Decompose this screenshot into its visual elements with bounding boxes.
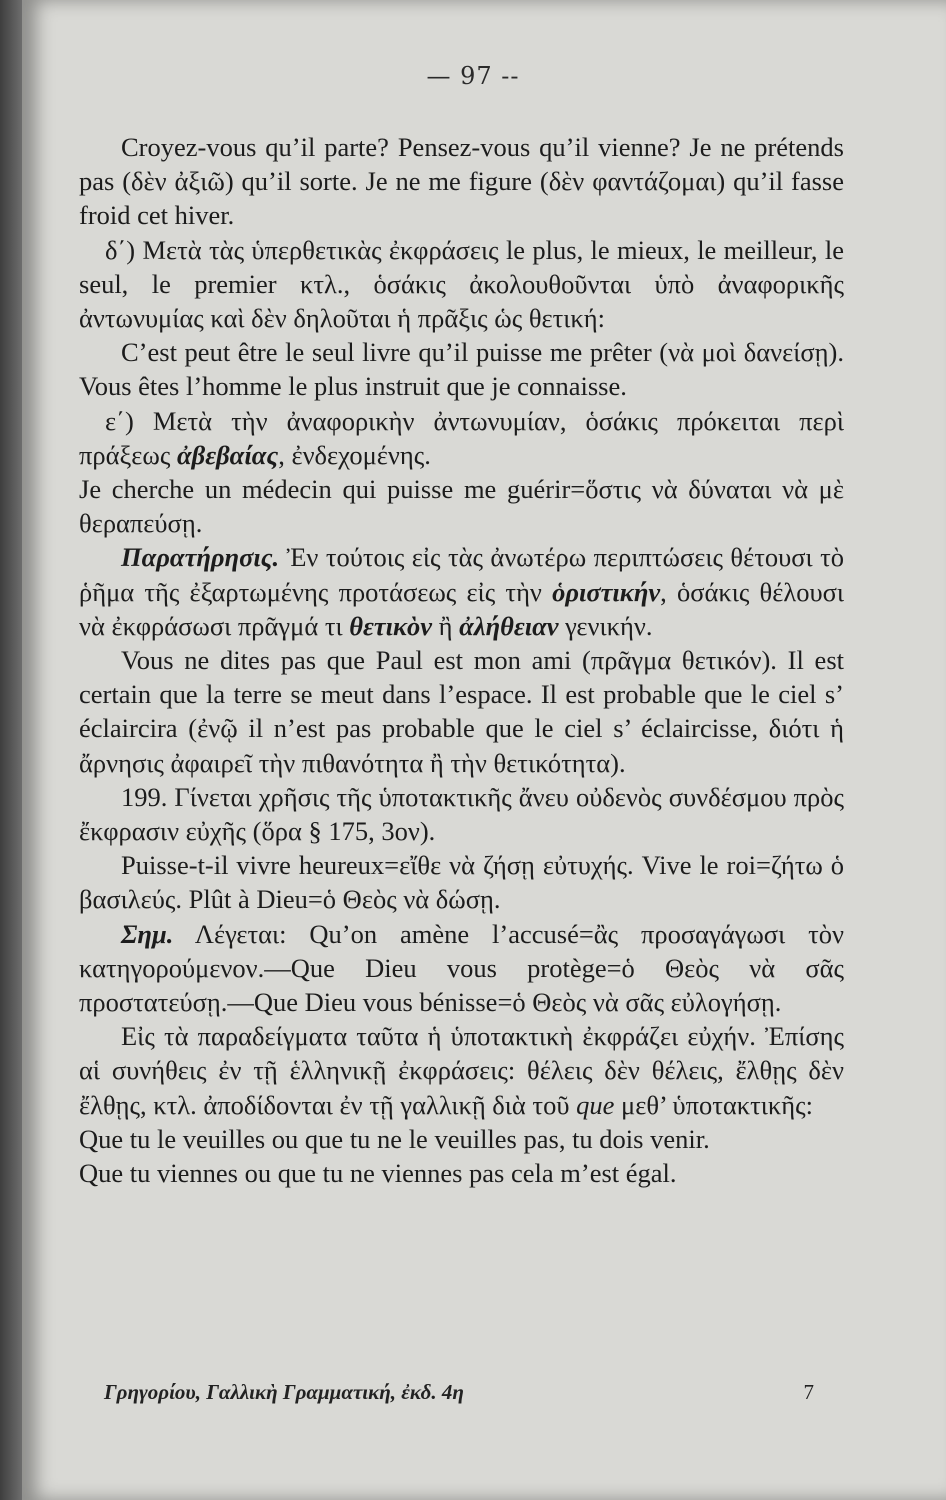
emphasis: que xyxy=(576,1089,615,1120)
paragraph: Que tu viennes ou que tu ne viennes pas cela m’est égal. xyxy=(79,1158,677,1189)
paragraph: Puisse-t-il vivre heureux=εἴθε νὰ ζήσῃ εὐτυχής. Vive le roi=ζήτω ὁ βασιλεύς. Plût à Dieu=ὁ Θεὸς νὰ δώσῃ. xyxy=(79,850,844,915)
page-number: — 97 -- xyxy=(426,62,520,90)
paragraph: Εἰς τὰ παραδείγματα ταῦτα ἡ ὑποτακτικὴ ἐκφράζει εὐχήν. Ἐπίσης αἱ συνήθεις ἐν τῇ ἑλληνικῇ ἐκφράσεις: θέλεις δὲν θέλεις, ἔλθῃς δὲν ἔλθῃς, κτλ. ἀποδίδονται ἐν τῇ γαλλικῇ διὰ τοῦ que μεθ’ ὑποτακτικῆς: xyxy=(79,1021,844,1120)
paragraph: 199. Γίνεται χρῆσις τῆς ὑποτακτικῆς ἄνευ οὐδενὸς συνδέσμου πρὸς ἔκφρασιν εὐχῆς (ὅρα § 175, 3ον). xyxy=(79,781,844,847)
note-heading: Σημ. xyxy=(121,918,174,949)
paragraph: Σημ. Λέγεται: Qu’on amène l’accusé=ἂς προσαγάγωσι τὸν κατηγορούμενον.—Que Dieu vous protège=ὁ Θεὸς νὰ σᾶς προστατεύσῃ.—Que Dieu vous bénisse=ὁ Θεὸς νὰ σᾶς εὐλογήσῃ. xyxy=(79,918,844,1018)
page-body xyxy=(79,130,844,1190)
page-edge xyxy=(0,0,22,1500)
signature-mark: 7 xyxy=(803,1380,814,1404)
emphasis: ὁριστικήν xyxy=(552,576,661,607)
page-footer xyxy=(104,1380,814,1405)
paragraph: Vous ne dites pas que Paul est mon ami (πρᾶγμα θετικόν). Il est certain que la terre se meut dans l’espace. Il est probable que le ciel s’ éclaircira (ἐνῷ il n’est pas probable que le ciel s’ éclaircisse, διότι ἡ ἄρνησις ἀφαιρεῖ τὴν πιθανότητα ἢ τὴν θετικότητα). xyxy=(79,645,844,778)
emphasis: θετικὸν xyxy=(349,610,433,641)
book-title: Γρηγορίου, Γαλλικὴ Γραμματική, ἐκδ. 4η xyxy=(104,1380,464,1404)
paragraph: Croyez-vous qu’il parte? Pensez-vous qu’il vienne? Je ne prétends pas (δὲν ἀξιῶ) qu’il sorte. Je ne me figure (δὲν φαντάζομαι) qu’il fasse froid cet hiver. xyxy=(79,132,844,231)
paragraph: C’est peut être le seul livre qu’il puisse me prêter (νὰ μοὶ δανείσῃ). Vous êtes l’homme le plus instruit que je connaisse. xyxy=(79,337,844,402)
paragraph: δ΄) Μετὰ τὰς ὑπερθετικὰς ἐκφράσεις le plus, le mieux, le meilleur, le seul, le premier κτλ., ὁσάκις ἀκολουθοῦνται ὑπὸ ἀναφορικῆς ἀντωνυμίας καὶ δὲν δηλοῦται ἡ πρᾶξις ὡς θετική: xyxy=(79,234,844,334)
paragraph: Je cherche un médecin qui puisse me guérir=ὅστις νὰ δύναται νὰ μὲ θεραπεύσῃ. xyxy=(79,474,844,539)
remark-heading: Παρατήρησις. xyxy=(121,542,280,573)
paragraph: Παρατήρησις. Ἐν τούτοις εἰς τὰς ἀνωτέρω περιπτώσεις θέτουσι τὸ ῥῆμα τῆς ἐξαρτωμένης προτάσεως εἰς τὴν ὁριστικήν, ὁσάκις θέλουσι νὰ ἐκφράσωσι πρᾶγμά τι θετικὸν ἢ ἀλήθειαν γενικήν. xyxy=(79,542,844,641)
paragraph: ε΄) Μετὰ τὴν ἀναφορικὴν ἀντωνυμίαν, ὁσάκις πρόκειται περὶ πράξεως ἀβεβαίας, ἐνδεχομένης. xyxy=(79,405,844,470)
emphasis: ἀλήθειαν xyxy=(459,610,559,641)
paragraph: Que tu le veuilles ou que tu ne le veuilles pas, tu dois venir. xyxy=(79,1123,710,1154)
emphasis: ἀβεβαίας xyxy=(177,439,279,470)
